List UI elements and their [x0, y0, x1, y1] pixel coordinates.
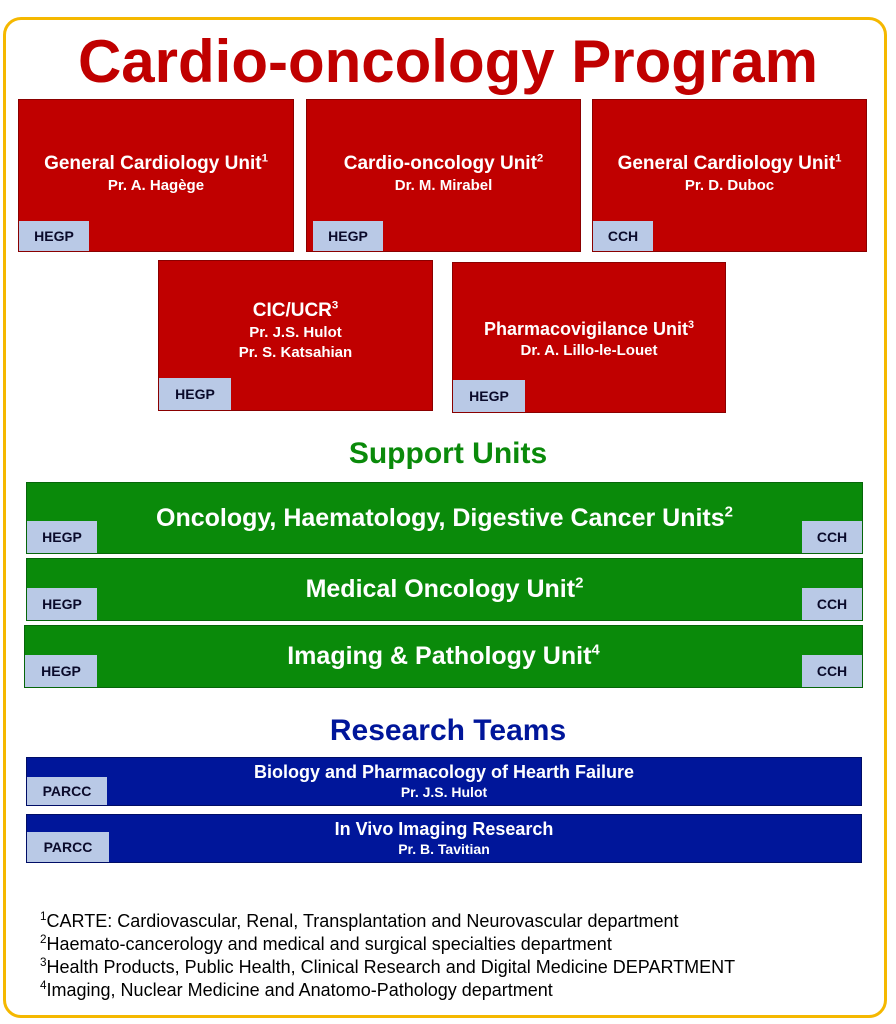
research-team-in-vivo-imaging: [26, 814, 862, 863]
right-site-tag: CCH: [802, 521, 862, 553]
unit-name: CIC/UCR: [252, 300, 332, 321]
unit-cardio-oncology: [306, 99, 581, 252]
unit-person: Pr. D. Duboc: [684, 177, 775, 194]
research-teams-title: Research Teams: [329, 714, 567, 747]
unit-sup: 1: [835, 152, 842, 165]
right-site-tag: CCH: [802, 588, 862, 620]
unit-name: General Cardiology Unit: [44, 153, 262, 174]
program-title: Cardio-oncology Program: [77, 28, 819, 95]
site-tag: HEGP: [453, 380, 525, 412]
research-team-name: Biology and Pharmacology of Hearth Failure: [253, 762, 635, 782]
unit-person: Dr. A. Lillo-le-Louet: [520, 342, 658, 359]
unit-name: Cardio-oncology Unit: [343, 153, 537, 174]
research-team-person: Pr. J.S. Hulot: [400, 784, 488, 800]
research-team-biology-pharmacology: [26, 757, 862, 806]
unit-sup: 3: [688, 319, 695, 331]
footnote-1: $^1$CARTE: Cardiovascular, Renal, Transplantation and Neurovascular department: [40, 910, 679, 931]
unit-name: General Cardiology Unit: [617, 153, 836, 174]
left-site-tag: HEGP: [27, 588, 97, 620]
unit-person: Dr. M. Mirabel: [394, 177, 493, 194]
unit-sup: 3: [331, 299, 339, 312]
footnote-3: $^3$Health Products, Public Health, Clinical Research and Digital Medicine DEPARTMENT: [40, 956, 736, 977]
support-unit-oncology-haematology: [26, 482, 863, 554]
site-tag: HEGP: [313, 221, 383, 251]
footnote-4: $^4$Imaging, Nuclear Medicine and Anatomo-Pathology department: [40, 979, 553, 1000]
unit-general-cardiology-cch: [592, 99, 867, 252]
unit-person: Pr. A. Hagège: [107, 177, 205, 194]
unit-cic-ucr: [158, 260, 433, 411]
site-tag: HEGP: [159, 378, 231, 410]
left-site-tag: HEGP: [25, 655, 97, 687]
site-tag: PARCC: [27, 777, 107, 805]
unit-general-cardiology-hegp: [18, 99, 294, 252]
site-tag: HEGP: [19, 221, 89, 251]
unit-sup: 1: [261, 152, 268, 165]
unit-person-2: Pr. S. Katsahian: [238, 344, 353, 361]
support-unit-imaging-pathology: [24, 625, 863, 688]
support-unit-name: Oncology, Haematology, Digestive Cancer Units: [156, 504, 725, 532]
footnote-2: $^2$Haemato-cancerology and medical and surgical specialties department: [40, 933, 612, 954]
right-site-tag: CCH: [802, 655, 862, 687]
support-unit-sup: 2: [724, 503, 733, 521]
support-unit-sup: 4: [591, 641, 600, 659]
footnotes: [40, 910, 735, 1002]
unit-pharmacovigilance: [452, 262, 726, 413]
research-team-person: Pr. B. Tavitian: [398, 841, 490, 857]
site-tag: CCH: [593, 221, 653, 251]
research-team-name: In Vivo Imaging Research: [334, 819, 554, 839]
unit-person-1: Pr. J.S. Hulot: [249, 324, 342, 341]
support-unit-name: Medical Oncology Unit: [305, 575, 576, 603]
support-unit-medical-oncology: [26, 558, 863, 621]
unit-name: Pharmacovigilance Unit: [483, 319, 689, 339]
site-tag: PARCC: [27, 832, 109, 862]
left-site-tag: HEGP: [27, 521, 97, 553]
unit-sup: 2: [536, 152, 544, 165]
support-unit-sup: 2: [575, 574, 584, 592]
support-unit-name: Imaging & Pathology Unit: [287, 642, 592, 670]
support-units-title: Support Units: [348, 437, 548, 470]
